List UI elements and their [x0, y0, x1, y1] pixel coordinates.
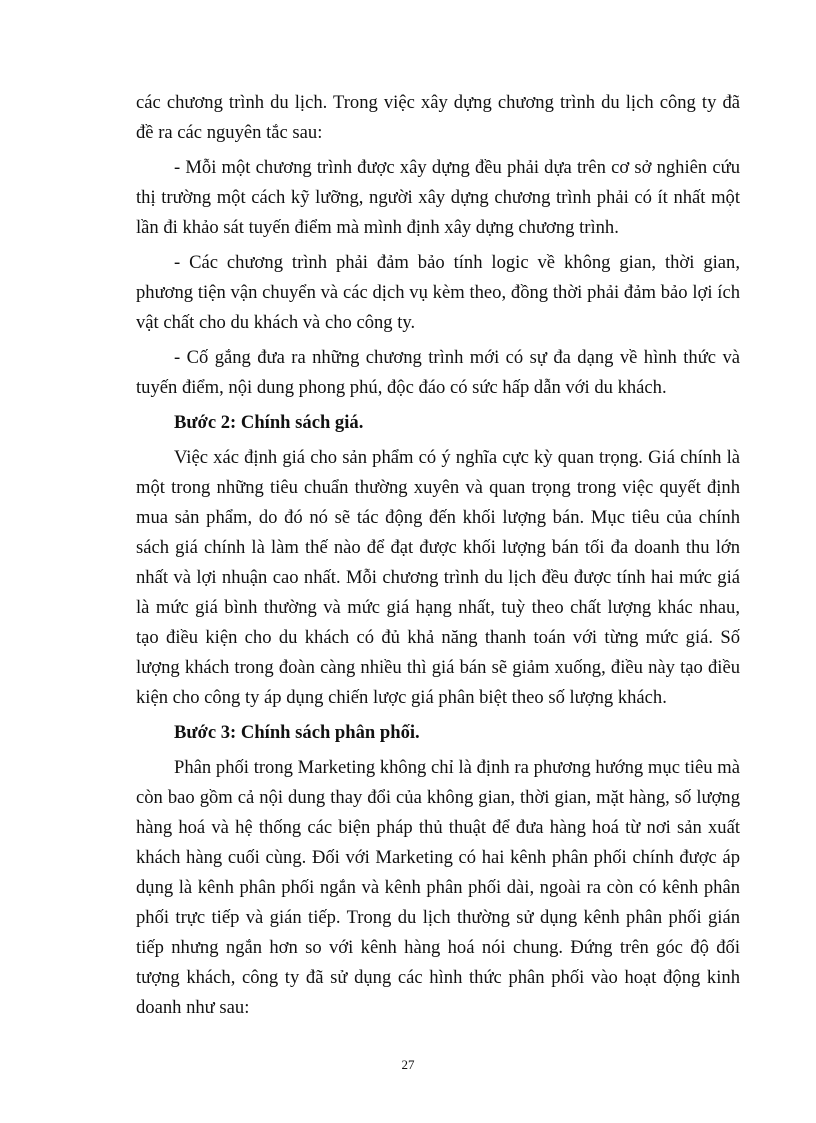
paragraph-distribution-policy: Phân phối trong Marketing không chỉ là định ra phương hướng mục tiêu mà còn bao gồm cả nội dung thay đổi của không gian, thời gian, mặt hàng, số lượng hàng hoá và hệ thống các biện pháp thủ thuật để đưa hàng hoá từ nơi sản xuất khách hàng cuối cùng. Đối với Marketing có hai kênh phân phối chính được áp dụng là kênh phân phối ngắn và kênh phân phối dài, ngoài ra còn có kênh phân phối trực tiếp và gián tiếp. Trong du lịch thường sử dụng kênh phân phối gián tiếp nhưng ngắn hơn so với kênh hàng hoá nói chung. Đứng trên góc độ đối tượng khách, công ty đã sử dụng các hình thức phân phối vào hoạt động kinh doanh như sau:: [136, 757, 740, 1018]
paragraph-principle-research: - Mỗi một chương trình được xây dựng đều phải dựa trên cơ sở nghiên cứu thị trường một cách kỹ lưỡng, người xây dựng chương trình phải có ít nhất một lần đi khảo sát tuyến điểm mà mình định xây dựng chương trình.: [136, 157, 740, 238]
body-text: [136, 88, 740, 1023]
paragraph-intro: các chương trình du lịch. Trong việc xây dựng chương trình du lịch công ty đã đề ra các nguyên tắc sau:: [136, 92, 740, 143]
page-number: 27: [401, 1057, 415, 1072]
paragraph-principle-logic: - Các chương trình phải đảm bảo tính logic về không gian, thời gian, phương tiện vận chuyển và các dịch vụ kèm theo, đồng thời phải đảm bảo lợi ích vật chất cho du khách và cho công ty.: [136, 252, 740, 333]
heading-distribution-policy: Bước 3: Chính sách phân phối.: [174, 722, 420, 743]
paragraph-principle-diversity: - Cố gắng đưa ra những chương trình mới có sự đa dạng về hình thức và tuyến điểm, nội dung phong phú, độc đáo có sức hấp dẫn với du khách.: [136, 347, 740, 398]
paragraph-price-policy: Việc xác định giá cho sản phẩm có ý nghĩa cực kỳ quan trọng. Giá chính là một trong những tiêu chuẩn thường xuyên và quan trọng trong việc quyết định mua sản phẩm, do đó nó sẽ tác động đến khối lượng bán. Mục tiêu của chính sách giá chính là làm thế nào để đạt được khối lượng bán tối đa doanh thu lớn nhất và lợi nhuận cao nhất. Mỗi chương trình du lịch đều được tính hai mức giá là mức giá bình thường và mức giá hạng nhất, tuỳ theo chất lượng khác nhau, tạo điều kiện cho du khách có đủ khả năng thanh toán với từng mức giá. Số lượng khách trong đoàn càng nhiều thì giá bán sẽ giảm xuống, điều này tạo điều kiện cho công ty áp dụng chiến lược giá phân biệt theo số lượng khách.: [136, 447, 740, 708]
heading-price-policy: Bước 2: Chính sách giá.: [174, 412, 364, 433]
